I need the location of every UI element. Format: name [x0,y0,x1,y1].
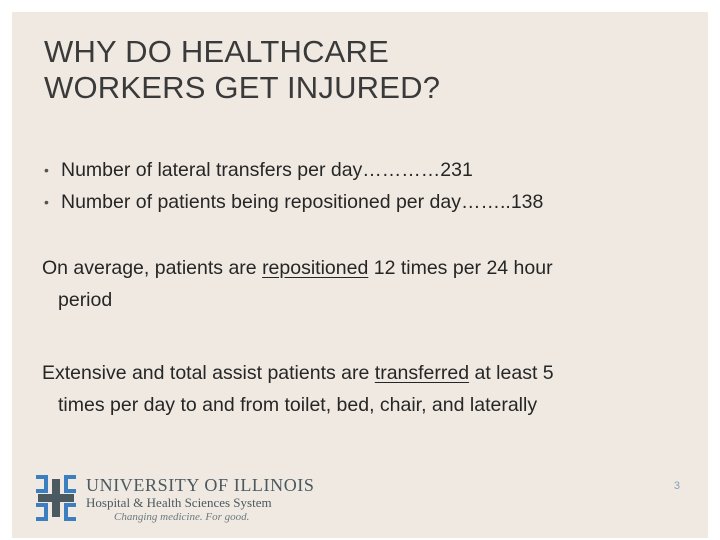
para-underlined-text: repositioned [262,257,369,279]
bullet-dot-icon: • [44,194,49,210]
para-text: On average, patients are [42,257,263,279]
bullet-text: Number of patients being repositioned per day……..138 [61,191,544,213]
slide-title [44,34,440,106]
para-text: Extensive and total assist patients are [42,362,375,384]
para-continuation: times per day to and from toilet, bed, chair, and laterally [58,394,538,416]
bullet-text: Number of lateral transfers per day…………231 [61,159,473,181]
para-continuation: period [58,289,113,311]
bullet-dot-icon: • [44,162,49,178]
paragraph-transfers [42,357,692,421]
bullet-item [44,186,694,218]
logo-text [86,475,315,524]
para-text: 12 times per 24 hour [368,257,553,279]
logo-university-name: UNIVERSITY OF ILLINOIS [86,475,315,495]
logo-tagline: Changing medicine. For good. [114,511,250,523]
title-line-2: WORKERS GET INJURED? [44,70,441,105]
illinois-block-i-icon [34,475,78,521]
slide-background [12,12,708,538]
para-text: at least 5 [469,362,554,384]
page-number: 3 [673,480,680,492]
logo-subtitle: Hospital & Health Sciences System [86,495,272,510]
title-line-1: WHY DO HEALTHCARE [44,34,390,69]
paragraph-repositioning [42,252,692,316]
bullet-item [44,154,694,186]
para-underlined-text: transferred [374,362,470,384]
bullet-list [44,154,694,218]
